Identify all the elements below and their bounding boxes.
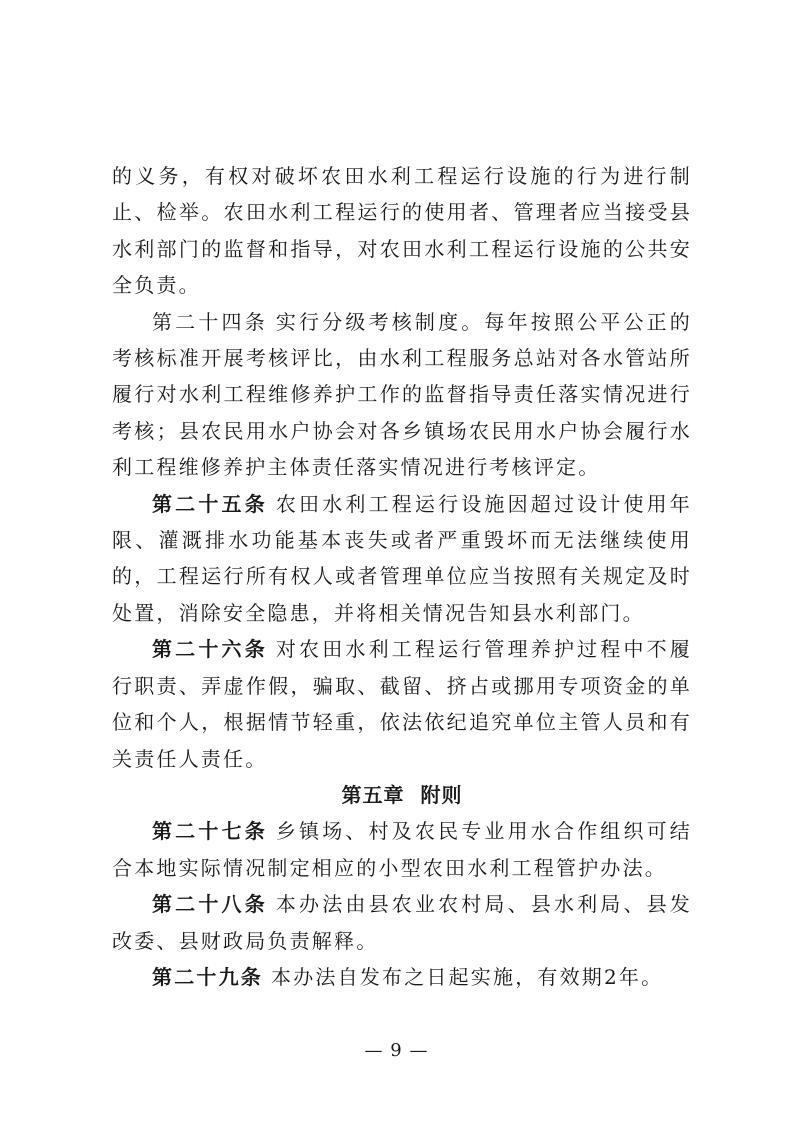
article-29 [112, 959, 692, 995]
article-number: 第二十九条 [152, 964, 263, 989]
page-number: — 9 — [364, 1040, 429, 1061]
paragraph-continuation [112, 158, 692, 304]
article-27 [112, 813, 692, 886]
article-text: 实行分级考核制度。每年按照公平公正的考核标准开展考核评比，由水利工程服务总站对各水管站所履行对水利工程维修养护工作的监督指导责任落实情况进行考核；县农民用水户协会对各乡镇场农民用水户协会履行水利工程维修养护主体责任落实情况进行考核评定。 [112, 309, 693, 480]
chapter-title: 附则 [420, 782, 463, 807]
article-28 [112, 886, 692, 959]
article-text: 农田水利工程运行设施因超过设计使用年限、灌溉排水功能基本丧失或者严重毁坏而无法继续使用的，工程运行所有权人或者管理单位应当按照有关规定及时处置，消除安全隐患，并将相关情况告知县水利部门。 [112, 491, 693, 625]
article-text: 本办法自发布之日起实施，有效期2年。 [271, 964, 664, 989]
chapter-heading [112, 777, 692, 813]
body-text [112, 158, 692, 995]
article-number: 第二十四条 [152, 309, 268, 334]
article-number: 第二十七条 [152, 819, 268, 844]
article-25 [112, 486, 692, 632]
article-number: 第二十五条 [152, 491, 268, 516]
article-number: 第二十六条 [152, 637, 268, 662]
article-text: 本办法由县农业农村局、县水利局、县发改委、县财政局负责解释。 [112, 892, 693, 953]
article-26 [112, 631, 692, 777]
article-number: 第二十八条 [152, 892, 268, 917]
paragraph-text: 的义务，有权对破坏农田水利工程运行设施的行为进行制止、检举。农田水利工程运行的使用者、管理者应当接受县水利部门的监督和指导，对农田水利工程运行设施的公共安全负责。 [112, 164, 692, 298]
chapter-number: 第五章 [341, 782, 405, 807]
article-text: 乡镇场、村及农民专业用水合作组织可结合本地实际情况制定相应的小型农田水利工程管护办法。 [112, 819, 693, 880]
article-24 [112, 304, 692, 486]
article-text: 对农田水利工程运行管理养护过程中不履行职责、弄虚作假，骗取、截留、挤占或挪用专项资金的单位和个人，根据情节轻重，依法依纪追究单位主管人员和有关责任人责任。 [112, 637, 693, 771]
